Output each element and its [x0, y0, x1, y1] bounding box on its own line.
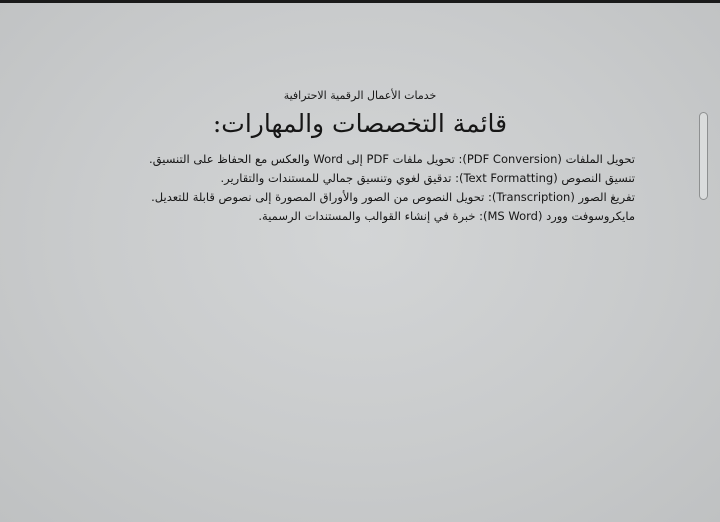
document-subtitle	[0, 89, 720, 102]
skill-line-pdf-conversion: تحويل الملفات (PDF Conversion): تحويل ملفات PDF إلى Word والعكس مع الحفاظ على التنسيق.	[149, 152, 635, 166]
vertical-scrollbar-thumb[interactable]	[699, 112, 708, 200]
skill-line-transcription: تفريغ الصور (Transcription): تحويل النصوص من الصور والأوراق المصورة إلى نصوص قابلة للتعديل.	[151, 190, 635, 204]
document-title: قائمة التخصصات والمهارات:	[212, 109, 508, 138]
skill-line-text-formatting: تنسيق النصوص (Text Formatting): تدقيق لغوي وتنسيق جمالي للمستندات والتقارير.	[220, 171, 635, 185]
skill-line-ms-word: مايكروسوفت وورد (MS Word): خبرة في إنشاء القوالب والمستندات الرسمية.	[258, 209, 635, 223]
subtitle-text: خدمات الأعمال الرقمية الاحترافية	[283, 89, 437, 102]
skills-list	[55, 150, 635, 226]
